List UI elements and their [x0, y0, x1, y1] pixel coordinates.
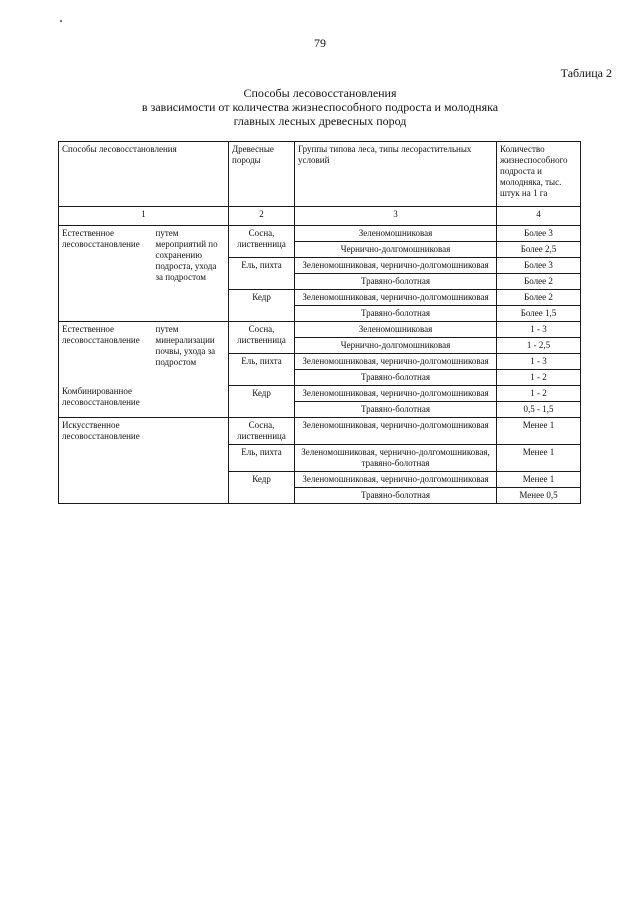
quantity-cell: 1 - 3: [497, 322, 581, 338]
title-line-1: Способы лесовосстановления: [243, 86, 397, 100]
species-cell: Сосна, лиственница: [229, 418, 295, 445]
quantity-cell: 1 - 2: [497, 370, 581, 386]
quantity-cell: Более 3: [497, 226, 581, 242]
forest-type-cell: Травяно-болотная: [295, 488, 497, 504]
column-number: 2: [229, 207, 295, 226]
method-cell: [59, 322, 153, 418]
column-number: 4: [497, 207, 581, 226]
title-line-2: в зависимости от количества жизнеспособного подроста и молодняка: [141, 100, 499, 114]
species-cell: Ель, пихта: [229, 354, 295, 386]
quantity-cell: Более 1,5: [497, 306, 581, 322]
table-row: [59, 226, 581, 242]
species-cell: Кедр: [229, 290, 295, 322]
forest-type-cell: Зеленомошниковая, чернично-долгомошниковая: [295, 418, 497, 445]
quantity-cell: 0,5 - 1,5: [497, 402, 581, 418]
quantity-cell: Менее 1: [497, 418, 581, 445]
sub-method-cell: [153, 226, 229, 322]
header-quantity: Количество жизнеспособного подроста и молодняка, тыс. штук на 1 га: [497, 142, 581, 207]
forest-type-cell: Зеленомошниковая, чернично-долгомошниковая: [295, 258, 497, 274]
forest-type-cell: Зеленомошниковая, чернично-долгомошниковая: [295, 386, 497, 402]
header-methods: Способы лесовосстановления: [59, 142, 229, 207]
species-cell: Сосна, лиственница: [229, 226, 295, 258]
forest-type-cell: Травяно-болотная: [295, 370, 497, 386]
column-number: 1: [59, 207, 229, 226]
species-cell: Кедр: [229, 386, 295, 418]
title-line-3: главных лесных древесных пород: [233, 114, 407, 128]
document-title: [0, 86, 640, 128]
sub-method-text: путем мероприятий по сохранению подроста, ухода за подростом: [155, 228, 218, 282]
method-cell: [59, 418, 153, 504]
column-number-row: [59, 207, 581, 226]
page-number: 79: [314, 36, 326, 50]
method-name: Естественное лесовосстановление: [62, 228, 140, 249]
reforestation-table: [58, 141, 581, 504]
forest-type-cell: Зеленомошниковая: [295, 322, 497, 338]
quantity-cell: 1 - 2: [497, 386, 581, 402]
quantity-cell: 1 - 3: [497, 354, 581, 370]
forest-type-cell: Чернично-долгомошниковая: [295, 338, 497, 354]
sub-method-cell: [153, 322, 229, 418]
species-cell: Кедр: [229, 472, 295, 504]
table-label: Таблица 2: [560, 66, 612, 80]
quantity-cell: Более 3: [497, 258, 581, 274]
forest-type-cell: Зеленомошниковая, чернично-долгомошниковая: [295, 354, 497, 370]
method-cell: [59, 226, 153, 322]
forest-type-cell: Травяно-болотная: [295, 306, 497, 322]
species-cell: Ель, пихта: [229, 258, 295, 290]
quantity-cell: Менее 1: [497, 472, 581, 488]
species-cell: Ель, пихта: [229, 445, 295, 472]
quantity-cell: 1 - 2,5: [497, 338, 581, 354]
forest-type-cell: Травяно-болотная: [295, 274, 497, 290]
forest-type-cell: Зеленомошниковая: [295, 226, 497, 242]
sub-method-cell: [153, 418, 229, 504]
quantity-cell: Более 2: [497, 290, 581, 306]
column-number: 3: [295, 207, 497, 226]
species-cell: Сосна, лиственница: [229, 322, 295, 354]
method-name: Естественное лесовосстановление: [62, 324, 140, 345]
forest-type-cell: Чернично-долгомошниковая: [295, 242, 497, 258]
sub-method-text: путем минерализации почвы, ухода за подростом: [155, 324, 216, 367]
table-header-row: [59, 142, 581, 207]
forest-type-cell: Зеленомошниковая, чернично-долгомошниковая: [295, 472, 497, 488]
header-species: Древесные породы: [229, 142, 295, 207]
method-name: Комбинированное лесовосстановление: [62, 386, 140, 407]
header-forest-groups: Группы типова леса, типы лесорастительных условий: [295, 142, 497, 207]
quantity-cell: Более 2: [497, 274, 581, 290]
forest-type-cell: Зеленомошниковая, чернично-долгомошниковая: [295, 290, 497, 306]
quantity-cell: Менее 1: [497, 445, 581, 472]
scan-speck: [60, 20, 62, 22]
forest-type-cell: Зеленомошниковая, чернично-долгомошниковая, травяно-болотная: [295, 445, 497, 472]
quantity-cell: Более 2,5: [497, 242, 581, 258]
method-name: Искусственное лесовосстановление: [62, 420, 140, 441]
table-row: [59, 418, 581, 445]
table-row: [59, 322, 581, 338]
quantity-cell: Менее 0,5: [497, 488, 581, 504]
forest-type-cell: Травяно-болотная: [295, 402, 497, 418]
method-spacer: [62, 346, 150, 386]
